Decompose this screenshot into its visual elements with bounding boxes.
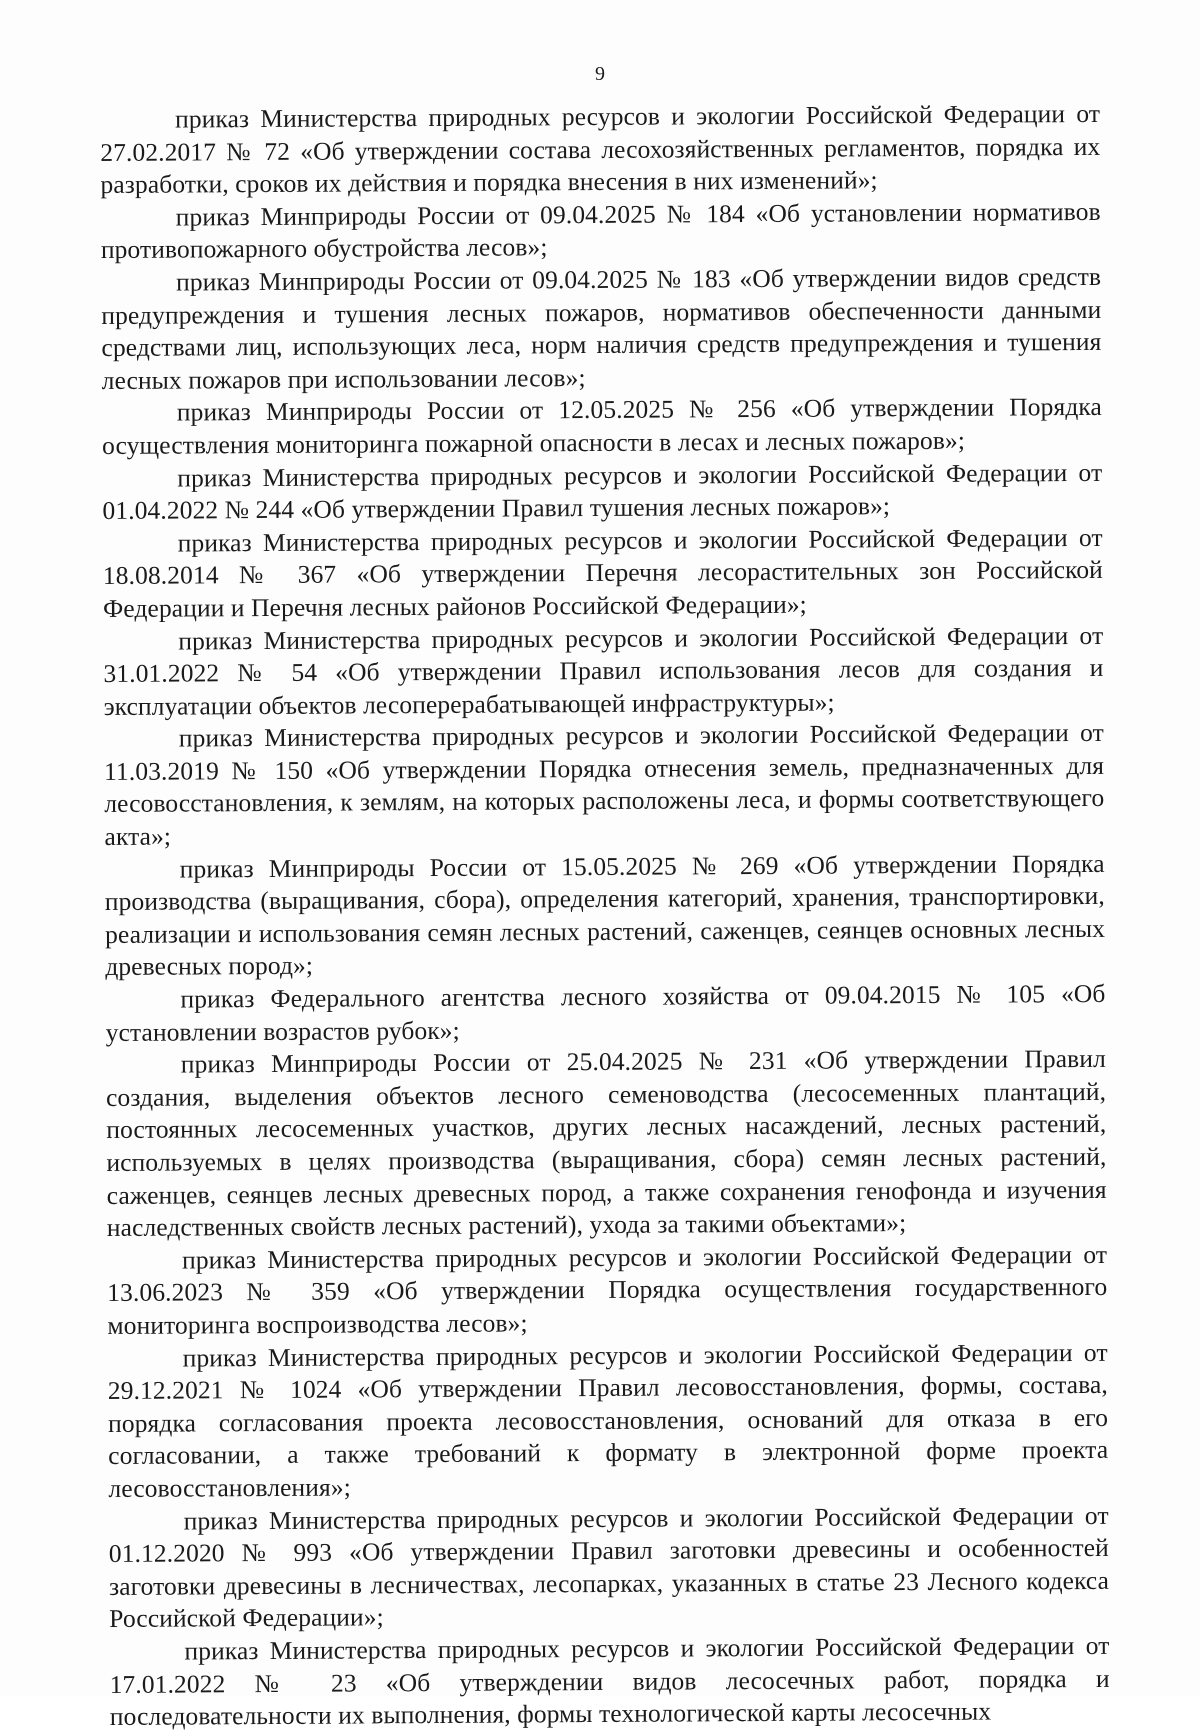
- paragraph-order-184: приказ Минприроды России от 09.04.2025 № 184 «Об установлении нормативов противопожарного обустройства лесов»;: [100, 196, 1101, 265]
- paragraph-order-54: приказ Министерства природных ресурсов и экологии Российской Федерации от 31.01.2022 № 54 «Об утверждении Правил использования лесов для создания и эксплуатации объектов лесоперерабатывающей инфраструктуры»;: [103, 620, 1104, 721]
- paragraph-order-231: приказ Минприроды России от 25.04.2025 № 231 «Об утверждении Правил создания, выделения объектов лесного семеноводства (лесосеменных плантаций, постоянных лесосеменных участков, других лесных насаждений, лесных растений, используемых в целях производства (выращивания, сбора) семян лесных растений, саженцев, сеянцев лесных древесных пород, а также сохранения генофонда и изучения наследственных свойств лесных растений), ухода за такими объектами»;: [105, 1044, 1107, 1243]
- paragraph-order-367: приказ Министерства природных ресурсов и экологии Российской Федерации от 18.08.2014 № 367 «Об утверждении Перечня лесорастительных зон Российской Федерации и Перечня лесных районов Российской Федерации»;: [102, 522, 1103, 623]
- page-number: 9: [595, 63, 605, 85]
- paragraph-order-359: приказ Министерства природных ресурсов и экологии Российской Федерации от 13.06.2023 № 359 «Об утверждении Порядка осуществления государственного мониторинга воспроизводства лесов»;: [107, 1239, 1108, 1340]
- paragraph-order-256: приказ Минприроды России от 12.05.2025 № 256 «Об утверждении Порядка осуществления мониторинга пожарной опасности в лесах и лесных пожаров»;: [101, 392, 1102, 460]
- paragraph-order-269: приказ Минприроды России от 15.05.2025 № 269 «Об утверждении Порядка производства (выращивания, сбора), определения категорий, хранения, транспортировки, реализации и использования семян лесных растений, саженцев, сеянцев основных лесных древесных пород»;: [104, 848, 1106, 982]
- document-body: [100, 98, 1110, 1734]
- paragraph-order-105: приказ Федерального агентства лесного хозяйства от 09.04.2015 № 105 «Об установлении возрастов рубок»;: [105, 978, 1106, 1047]
- paragraph-order-150: приказ Министерства природных ресурсов и экологии Российской Федерации от 11.03.2019 № 150 «Об утверждении Порядка отнесения земель, предназначенных для лесовосстановления, к землям, на которых расположены леса, и формы соответствующего акта»;: [103, 718, 1105, 852]
- paragraph-order-72: приказ Министерства природных ресурсов и экологии Российской Федерации от 27.02.2017 № 72 «Об утверждении состава лесохозяйственных регламентов, порядка их разработки, сроков их действия и порядка внесения в них изменений»;: [100, 98, 1101, 200]
- paragraph-order-1024: приказ Министерства природных ресурсов и экологии Российской Федерации от 29.12.2021 № 1024 «Об утверждении Правил лесовосстановления, формы, состава, порядка согласования проекта лесовосстановления, оснований для отказа в его согласовании, а также требований к формату в электронной форме проекта лесовосстановления»;: [107, 1337, 1109, 1503]
- paragraph-order-183: приказ Минприроды России от 09.04.2025 № 183 «Об утверждении видов средств предупреждения и тушения лесных пожаров, нормативов обеспеченности данными средствами лиц, использующих леса, норм наличия средств предупреждения и тушения лесных пожаров при использовании лесов»;: [101, 261, 1102, 395]
- paragraph-order-244: приказ Министерства природных ресурсов и экологии Российской Федерации от 01.04.2022 № 244 «Об утверждении Правил тушения лесных пожаров»;: [102, 457, 1103, 526]
- paragraph-order-23: приказ Министерства природных ресурсов и экологии Российской Федерации от 17.01.2022 № 23 «Об утверждении видов лесосечных работ, порядка и последовательности их выполнения, формы технологической карты лесосечных: [109, 1630, 1110, 1732]
- paragraph-order-993: приказ Министерства природных ресурсов и экологии Российской Федерации от 01.12.2020 № 993 «Об утверждении Правил заготовки древесины и особенностей заготовки древесины в лесничествах, лесопарках, указанных в статье 23 Лесного кодекса Российской Федерации»;: [108, 1500, 1110, 1634]
